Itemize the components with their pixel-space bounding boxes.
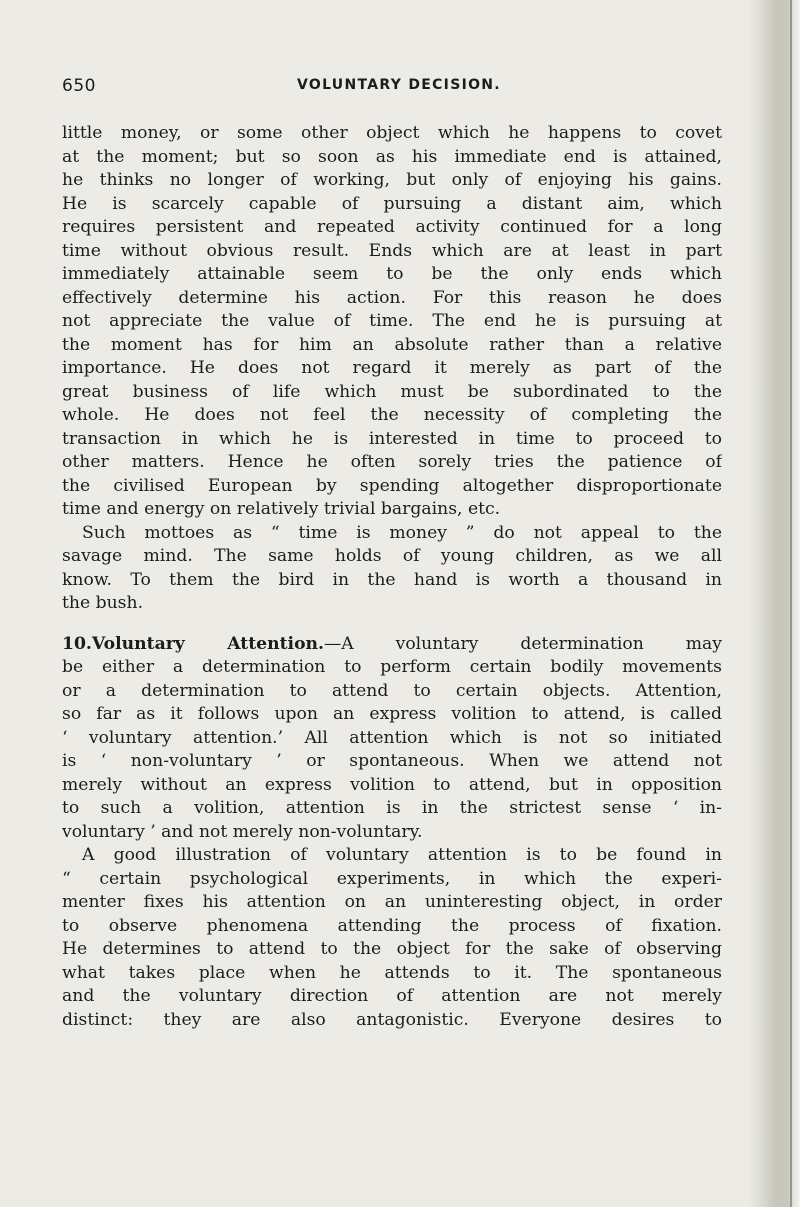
text-line: at the moment; but so soon as his immediate end is attained, bbox=[62, 146, 722, 167]
section-number: 10. bbox=[62, 633, 92, 654]
running-head: VOLUNTARY DECISION. bbox=[297, 77, 501, 93]
text-line: importance. He does not regard it merely as part of the bbox=[62, 358, 722, 378]
text-line: to observe phenomena attending the process of fixation. bbox=[62, 915, 722, 936]
text-line: not appreciate the value of time. The end he is pursuing at bbox=[62, 311, 722, 331]
text-line: requires persistent and repeated activity continued for a long bbox=[62, 217, 722, 237]
text-line: distinct: they are also antagonistic. Everyone desires to bbox=[62, 1009, 722, 1030]
text-line: Such mottoes as “ time is money ” do not appeal to the bbox=[82, 522, 722, 543]
text-line: so far as it follows upon an express volition to attend, is called bbox=[62, 704, 722, 724]
text-line: the moment has for him an absolute rather than a relative bbox=[62, 334, 722, 355]
text-line: immediately attainable seem to be the only ends which bbox=[62, 264, 722, 284]
text-line: effectively determine his action. For this reason he does bbox=[62, 287, 722, 308]
text-line: be either a determination to perform certain bodily movements bbox=[62, 657, 722, 677]
section-voluntary-attention bbox=[62, 633, 722, 845]
text-line: is ‘ non-voluntary ’ or spontaneous. When we attend not bbox=[62, 751, 722, 771]
text-line: ‘ voluntary attention.’ All attention which is not so initiated bbox=[62, 727, 722, 748]
text-line: transaction in which he is interested in time to proceed to bbox=[62, 428, 722, 449]
page-header bbox=[62, 76, 722, 100]
section-title: Voluntary Attention. bbox=[91, 633, 325, 654]
text-line: He determines to attend to the object for the sake of observing bbox=[62, 939, 722, 959]
page-spine-shadow bbox=[748, 0, 800, 1207]
text-line: know. To them the bird in the hand is worth a thousand in bbox=[62, 569, 722, 590]
paragraph-mottoes bbox=[62, 522, 722, 616]
text-line: he thinks no longer of working, but only of enjoying his gains. bbox=[62, 170, 722, 190]
text-line: what takes place when he attends to it. The spontaneous bbox=[62, 962, 722, 983]
text-line: merely without an express volition to attend, but in opposition bbox=[62, 774, 722, 795]
text-line: A good illustration of voluntary attention is to be found in bbox=[82, 845, 722, 865]
section-heading-line bbox=[62, 633, 722, 657]
text-line: time and energy on relatively trivial bargains, etc. bbox=[62, 499, 501, 519]
text-line: little money, or some other object which he happens to covet bbox=[62, 123, 722, 143]
text-line: He is scarcely capable of pursuing a distant aim, which bbox=[62, 193, 722, 214]
text-line: or a determination to attend to certain objects. Attention, bbox=[62, 680, 722, 701]
section-first-line: —A voluntary determination may bbox=[324, 633, 722, 654]
section-spacer bbox=[62, 616, 722, 633]
page-number: 650 bbox=[62, 76, 96, 96]
text-line: voluntary ’ and not merely non-voluntary. bbox=[62, 821, 423, 842]
text-line: and the voluntary direction of attention are not merely bbox=[62, 986, 722, 1006]
paragraph-continuation bbox=[62, 122, 722, 522]
body-text bbox=[62, 122, 722, 1032]
text-line: “ certain psychological experiments, in which the experi- bbox=[62, 868, 722, 889]
text-line: to such a volition, attention is in the strictest sense ‘ in- bbox=[62, 798, 722, 818]
text-line: other matters. Hence he often sorely tries the patience of bbox=[62, 452, 722, 472]
page-edge-line bbox=[790, 0, 792, 1207]
text-line: savage mind. The same holds of young children, as we all bbox=[62, 546, 722, 566]
paragraph-illustration bbox=[62, 844, 722, 1032]
text-line: great business of life which must be subordinated to the bbox=[62, 381, 722, 402]
text-line: the civilised European by spending altogether disproportionate bbox=[62, 475, 722, 496]
text-line: whole. He does not feel the necessity of completing the bbox=[62, 405, 722, 425]
text-line: the bush. bbox=[62, 593, 144, 613]
text-line: time without obvious result. Ends which are at least in part bbox=[62, 240, 722, 261]
text-line: menter fixes his attention on an uninteresting object, in order bbox=[62, 892, 722, 912]
